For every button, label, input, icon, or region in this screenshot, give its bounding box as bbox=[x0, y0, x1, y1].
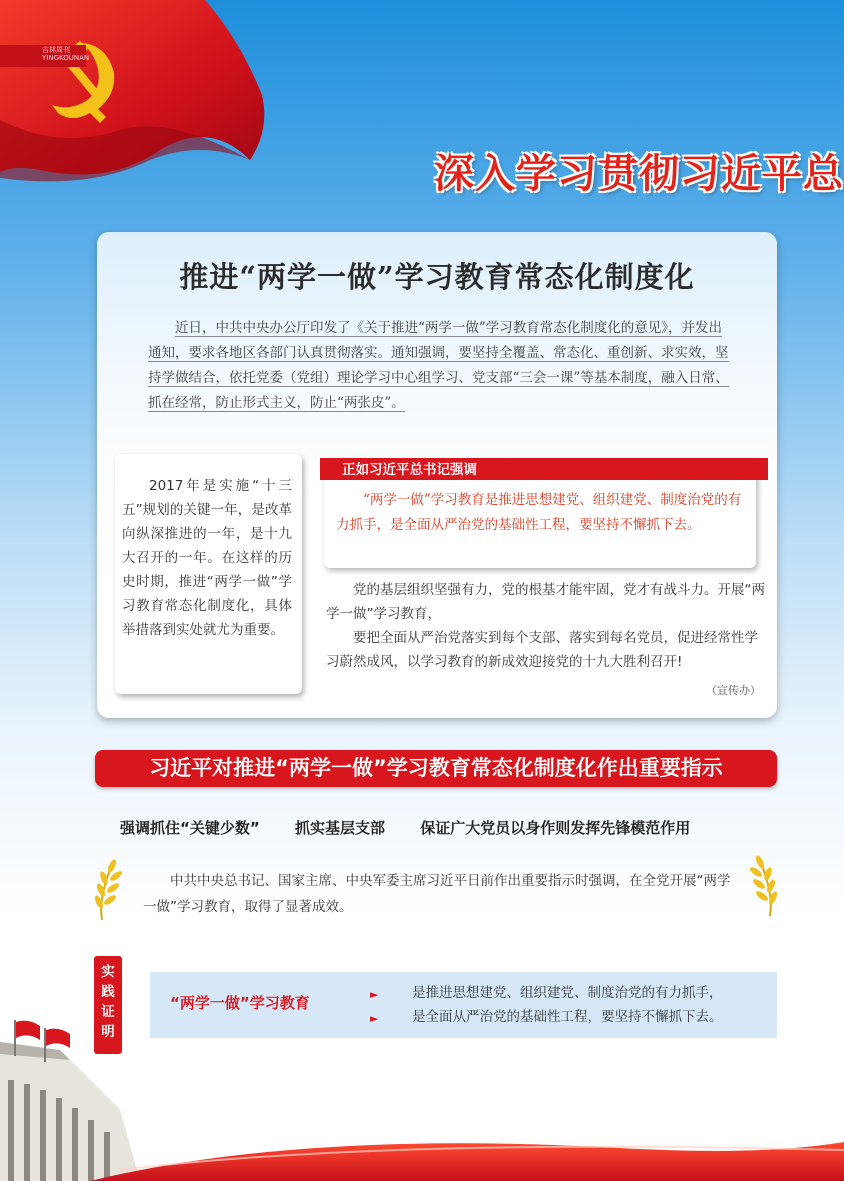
masthead-cn: 吉林周刊 bbox=[42, 46, 70, 54]
right-paragraph-2: 要把全面从严治党落实到每个支部、落实到每名党员，促进经常性学习蔚然成风，以学习教育的新成效迎接党的十九大胜利召开! bbox=[326, 630, 758, 670]
quote-text: “两学一做”学习教育是推进思想建党、组织建党、制度治党的有力抓手，是全面从严治党的基础性工程，要坚持不懈抓下去。 bbox=[336, 492, 742, 533]
intro-text bbox=[148, 316, 730, 416]
signature: （宣传办） bbox=[706, 684, 761, 697]
right-paragraph-1: 党的基层组织坚强有力，党的根基才能牢固，党才有战斗力。开展“两学一做”学习教育， bbox=[326, 582, 765, 622]
bottom-decoration bbox=[0, 1020, 844, 1181]
subheading-3: 保证广大党员以身作则发挥先锋模范作用 bbox=[420, 819, 691, 837]
proof-point-1: 是推进思想建党、组织建党、制度治党的有力抓手， bbox=[412, 985, 723, 1001]
arrow-right-icon: ► bbox=[370, 988, 379, 1001]
directive-paragraph: 中共中央总书记、国家主席、中央军委主席习近平日前作出重要指示时强调，在全党开展“两学一做”学习教育，取得了显著成效。 bbox=[143, 873, 731, 915]
masthead-en: YINGKOUNAN bbox=[42, 54, 90, 62]
left-note-text bbox=[122, 474, 292, 642]
wheat-right-icon bbox=[748, 852, 778, 918]
badge-char-2: 践 bbox=[101, 984, 115, 1000]
subheading-1: 强调抓住“关键少数” bbox=[120, 819, 260, 837]
badge-char-4: 明 bbox=[101, 1024, 115, 1040]
badge-char-1: 实 bbox=[101, 964, 115, 980]
intro-text-underlined: 近日，中共中央办公厅印发了《关于推进“两学一做”学习教育常态化制度化的意见》，并发出通知，要求各地区各部门认真贯彻落实。通知强调，要坚持全覆盖、常态化、重创新、求实效，坚持学做结合，依托党委（党组）理论学习中心组学习、党支部“三会一课”等基本制度，融入日常、抓在经常，防止形式主义，防止“两张皮”。 bbox=[148, 320, 729, 411]
proof-heading: “两学一做”学习教育 bbox=[170, 994, 310, 1012]
badge-char-3: 证 bbox=[101, 1004, 115, 1020]
intro-paragraph bbox=[148, 316, 730, 416]
section-banner-text: 习近平对推进“两学一做”学习教育常态化制度化作出重要指示 bbox=[149, 756, 723, 780]
proof-point-2: 是全面从严治党的基础性工程，要坚持不懈抓下去。 bbox=[412, 1009, 723, 1025]
wheat-left-icon bbox=[94, 856, 124, 922]
red-flag-decoration bbox=[0, 0, 290, 190]
masthead-text bbox=[42, 46, 89, 62]
arrow-right-icon: ► bbox=[370, 1012, 379, 1025]
left-note-paragraph: 2017年是实施“十三五”规划的关键一年，是改革向纵深推进的一年，是十九大召开的一年。在这样的历史时期，推进“两学一做”学习教育常态化制度化，具体举措落到实处就尤为重要。 bbox=[122, 478, 292, 638]
quote-title: 正如习近平总书记强调 bbox=[342, 462, 477, 478]
right-paragraph bbox=[326, 578, 766, 674]
subheadings bbox=[120, 817, 690, 838]
main-headline: 深入学习贯彻习近平总 bbox=[434, 150, 844, 197]
building-illustration bbox=[0, 1020, 140, 1181]
subheading-2: 抓实基层支部 bbox=[294, 819, 385, 837]
card-title: 推进“两学一做”学习教育常态化制度化 bbox=[179, 260, 695, 294]
